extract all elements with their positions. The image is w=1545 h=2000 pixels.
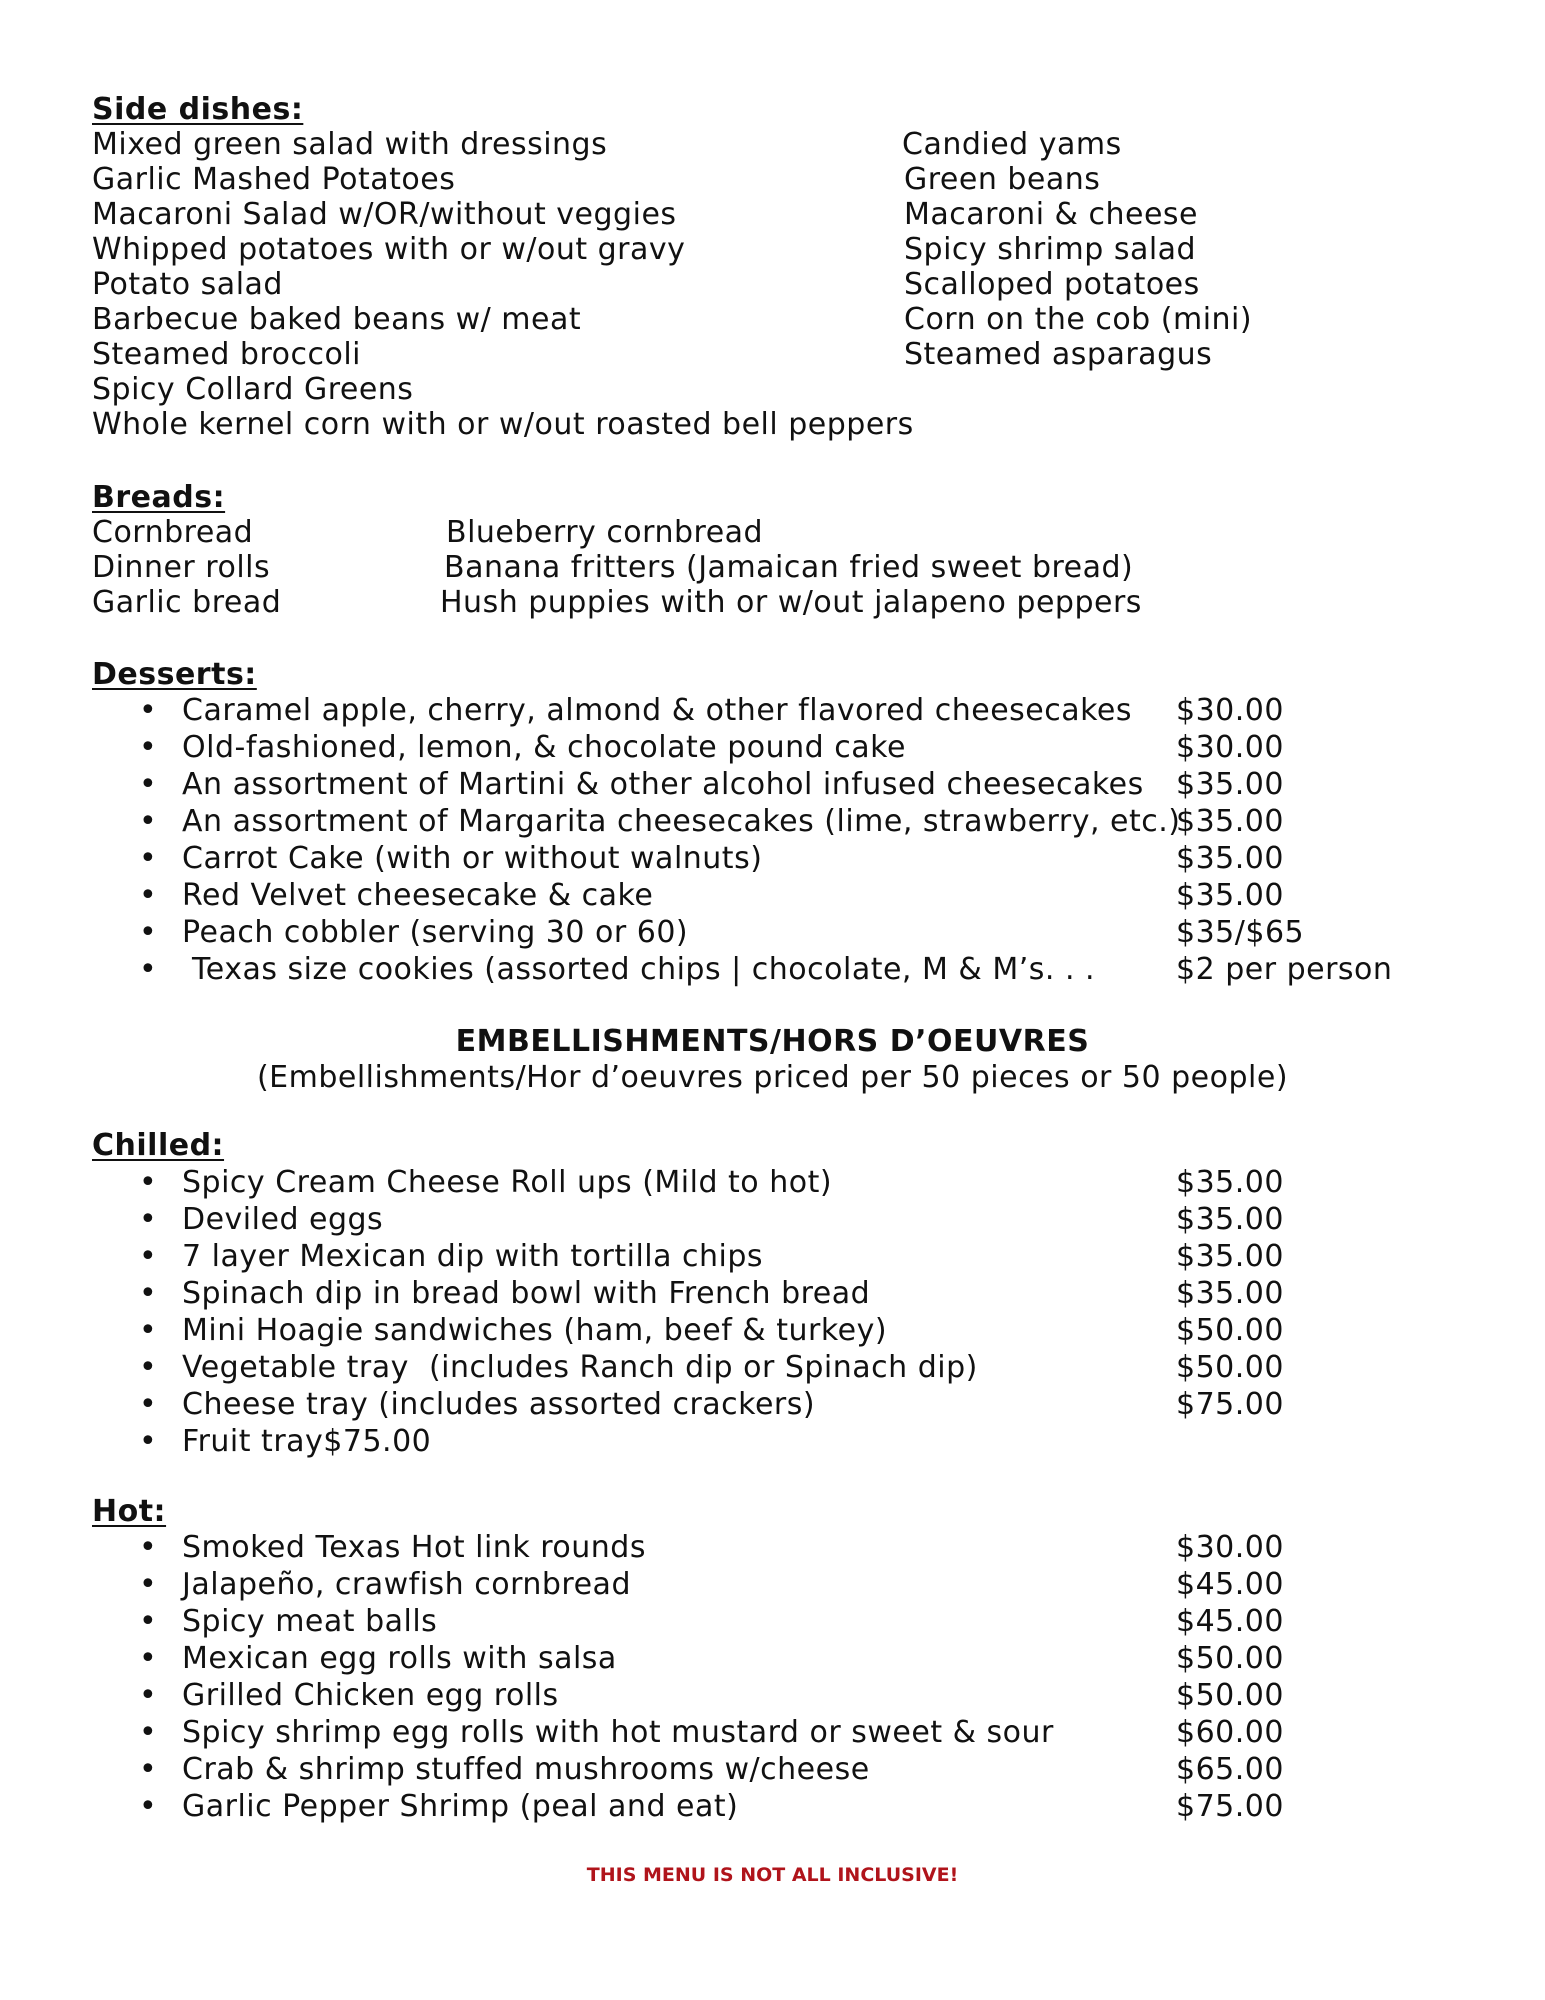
not-all-inclusive-notice: THIS MENU IS NOT ALL INCLUSIVE! [586,1864,959,1886]
dessert-price: $35.00 [1176,767,1284,802]
bread-item: Dinner rolls [92,550,271,585]
chilled-item-name: Spicy Cream Cheese Roll ups (Mild to hot) [182,1165,833,1200]
chilled-item-price: $50.00 [1176,1313,1284,1348]
bread-item: Cornbread [92,515,254,550]
bread-item: Blueberry cornbread [446,515,764,550]
bullet-icon: • [139,1165,157,1200]
dessert-name: Caramel apple, cherry, almond & other flavored cheesecakes [182,693,1133,728]
bullet-icon: • [139,767,157,802]
chilled-item-name: Fruit tray$75.00 [182,1424,432,1459]
side-dish-item: Green beans [904,162,1101,197]
hot-item-name: Garlic Pepper Shrimp (peal and eat) [182,1789,739,1824]
bullet-icon: • [139,804,157,839]
dessert-price: $30.00 [1176,693,1284,728]
hot-item-price: $30.00 [1176,1530,1284,1565]
side-dish-item: Barbecue baked beans w/ meat [92,302,582,337]
hot-heading: Hot: [92,1494,167,1529]
hot-item-name: Grilled Chicken egg rolls [182,1678,559,1713]
hot-item-name: Mexican egg rolls with salsa [182,1641,617,1676]
side-dish-item: Spicy shrimp salad [904,232,1197,267]
hot-item-name: Jalapeño, crawfish cornbread [182,1567,631,1602]
hot-item-price: $45.00 [1176,1604,1284,1639]
dessert-name: Carrot Cake (with or without walnuts) [182,841,763,876]
side-dish-item: Candied yams [902,127,1122,162]
side-dish-item: Whipped potatoes with or w/out gravy [92,232,686,267]
bullet-icon: • [139,693,157,728]
bullet-icon: • [139,1313,157,1348]
chilled-item-name: 7 layer Mexican dip with tortilla chips [182,1239,764,1274]
hot-item-name: Spicy shrimp egg rolls with hot mustard or sweet & sour [182,1715,1054,1750]
side-dish-item: Potato salad [92,267,283,302]
chilled-item-name: Vegetable tray (includes Ranch dip or Spinach dip) [182,1350,978,1385]
bullet-icon: • [139,1604,157,1639]
chilled-item-name: Spinach dip in bread bowl with French bread [182,1276,871,1311]
hot-item-name: Crab & shrimp stuffed mushrooms w/cheese [182,1752,870,1787]
chilled-item-price: $35.00 [1176,1276,1284,1311]
bullet-icon: • [139,878,157,913]
chilled-item-price: $75.00 [1176,1387,1284,1422]
bullet-icon: • [139,1678,157,1713]
bullet-icon: • [139,1567,157,1602]
bullet-icon: • [139,841,157,876]
hot-item-price: $50.00 [1176,1641,1284,1676]
side-dish-item: Spicy Collard Greens [92,372,414,407]
dessert-name: Peach cobbler (serving 30 or 60) [182,915,689,950]
dessert-price: $35.00 [1176,878,1284,913]
bullet-icon: • [139,730,157,765]
bullet-icon: • [139,1789,157,1824]
dessert-price: $30.00 [1176,730,1284,765]
side-dishes-heading: Side dishes: [92,92,304,127]
bullet-icon: • [139,1239,157,1274]
side-dish-item: Scalloped potatoes [904,267,1200,302]
side-dish-item: Steamed asparagus [904,337,1213,372]
breads-heading: Breads: [92,480,226,515]
chilled-item-price: $50.00 [1176,1350,1284,1385]
bullet-icon: • [139,915,157,950]
chilled-heading: Chilled: [92,1128,225,1163]
bullet-icon: • [139,952,157,987]
hot-item-price: $50.00 [1176,1678,1284,1713]
chilled-item-price: $35.00 [1176,1239,1284,1274]
hot-item-price: $60.00 [1176,1715,1284,1750]
chilled-item-name: Deviled eggs [182,1202,384,1237]
bread-item: Garlic bread [92,585,282,620]
side-dish-item: Steamed broccoli [92,337,361,372]
bullet-icon: • [139,1530,157,1565]
side-dish-item: Whole kernel corn with or w/out roasted bell peppers [92,407,914,442]
dessert-price: $35.00 [1176,804,1284,839]
side-dish-item: Garlic Mashed Potatoes [92,162,456,197]
side-dish-item: Macaroni & cheese [904,197,1198,232]
hot-item-price: $45.00 [1176,1567,1284,1602]
bullet-icon: • [139,1387,157,1422]
dessert-name: Texas size cookies (assorted chips | chocolate, M & M’s. . . [182,952,1096,987]
hot-item-price: $75.00 [1176,1789,1284,1824]
bullet-icon: • [139,1350,157,1385]
hot-item-name: Smoked Texas Hot link rounds [182,1530,646,1565]
dessert-price: $2 per person [1176,952,1393,987]
bread-item: Hush puppies with or w/out jalapeno peppers [440,585,1142,620]
embellishments-subtitle: (Embellishments/Hor d’oeuvres priced per 50 pieces or 50 people) [256,1060,1289,1095]
desserts-heading: Desserts: [92,657,257,692]
chilled-item-price: $35.00 [1176,1202,1284,1237]
side-dish-item: Macaroni Salad w/OR/without veggies [92,197,677,232]
chilled-item-name: Cheese tray (includes assorted crackers) [182,1387,816,1422]
bullet-icon: • [139,1715,157,1750]
bread-item: Banana fritters (Jamaican fried sweet bread) [444,550,1134,585]
hot-item-price: $65.00 [1176,1752,1284,1787]
bullet-icon: • [139,1202,157,1237]
dessert-name: Red Velvet cheesecake & cake [182,878,654,913]
side-dish-item: Corn on the cob (mini) [904,302,1253,337]
dessert-price: $35/$65 [1176,915,1305,950]
hot-item-name: Spicy meat balls [182,1604,438,1639]
dessert-name: Old-fashioned, lemon, & chocolate pound cake [182,730,906,765]
bullet-icon: • [139,1424,157,1459]
embellishments-title: EMBELLISHMENTS/HORS D’OEUVRES [455,1024,1090,1059]
dessert-name: An assortment of Martini & other alcohol infused cheesecakes [182,767,1144,802]
bullet-icon: • [139,1641,157,1676]
chilled-item-name: Mini Hoagie sandwiches (ham, beef & turkey) [182,1313,888,1348]
chilled-item-price: $35.00 [1176,1165,1284,1200]
bullet-icon: • [139,1752,157,1787]
dessert-name: An assortment of Margarita cheesecakes (lime, strawberry, etc.) [182,804,1181,839]
dessert-price: $35.00 [1176,841,1284,876]
bullet-icon: • [139,1276,157,1311]
side-dish-item: Mixed green salad with dressings [92,127,608,162]
